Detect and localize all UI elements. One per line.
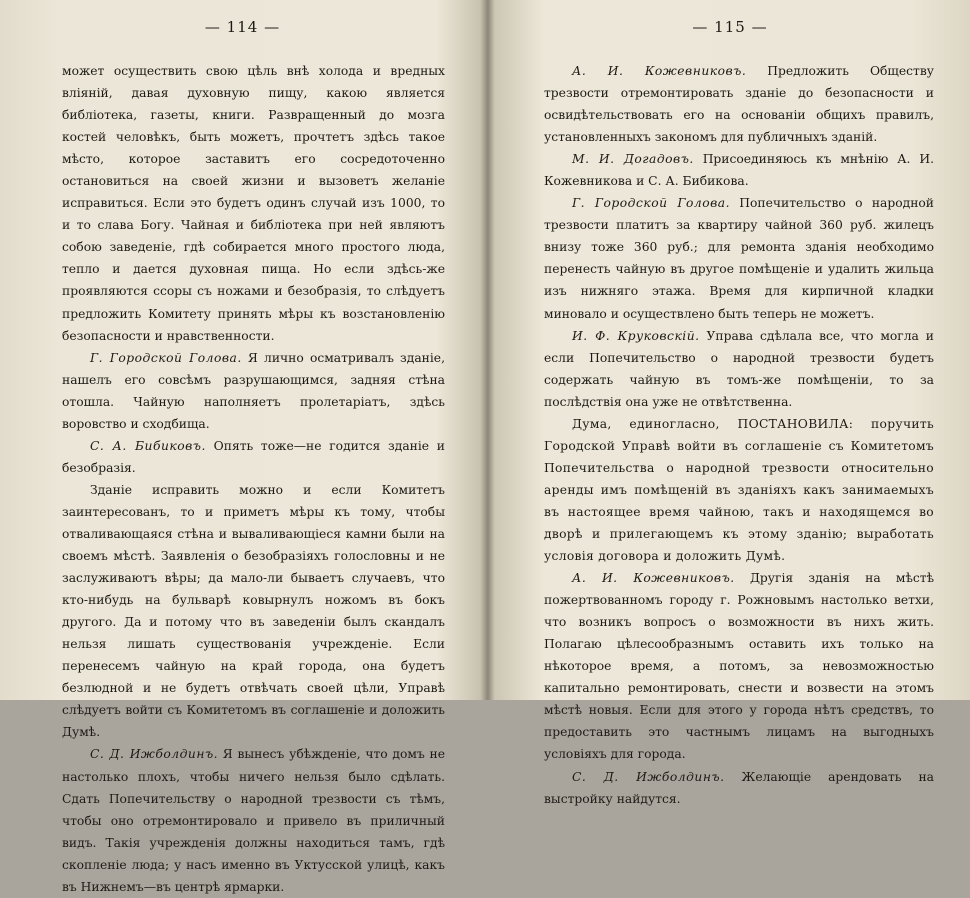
right-page-text: [544, 60, 934, 810]
speaker-name: С. Д. Ижболдинъ.: [572, 769, 725, 784]
speaker-name: М. И. Догадовъ.: [572, 152, 694, 167]
paragraph: А. И. Кожевниковъ. Предложить Обществу трезвости отремонтировать зданіе до безопасности и освидѣтельствовать его на основаніи общихъ правилъ, установленныхъ закономъ для публичныхъ зданій.: [544, 64, 934, 145]
paragraph: Г. Городской Голова. Я лично осматривалъ зданіе, нашелъ его совсѣмъ разрушающимся, задняя стѣна отошла. Чайную наполняетъ пролетаріатъ, здѣсь воровство и сходбища.: [62, 350, 445, 431]
speaker-name: С. Д. Ижболдинъ.: [90, 747, 219, 762]
speaker-name: Г. Городской Голова.: [90, 350, 242, 365]
speaker-name: А. И. Кожевниковъ.: [572, 64, 747, 78]
paragraph: Г. Городской Голова. Попечительство о народной трезвости платитъ за квартиру чайной 360 руб. жилецъ внизу тоже 360 руб.; для ремонта зданія необходимо перенесть чайную въ другое помѣщеніе и удалить жильца изъ нижняго этажа. Время для кирпичной кладки миновало и осуществлено быть теперь не можетъ.: [544, 196, 934, 321]
paragraph: может осуществить свою цѣль внѣ холода и вредных вліяній, давая духовную пищу, какою является библіотека, газеты, книги. Развращенный до мозга костей человѣкъ, быть можетъ, прочтетъ здѣсь такое мѣсто, которое заставитъ его сосредоточенно остановиться на своей жизни и вызоветъ желаніе исправиться. Если это будетъ одинъ случай изъ 1000, то и то слава Богу. Чайная и библіотека при ней являютъ собою заведеніе, гдѣ собирается много простого люда, тепло и дается духовная пища. Но если здѣсь-же проявляются ссоры съ ножами и безобразія, то слѣдуетъ предложить Комитету принять мѣры къ возстановленію безопасности и нравственности.: [62, 64, 445, 343]
page-number-left: — 114 —: [204, 18, 281, 36]
right-page: [490, 0, 970, 806]
speaker-name: Г. Городской Голова.: [572, 196, 730, 211]
speaker-name: И. Ф. Круковскій.: [572, 328, 700, 343]
paragraph: С. Д. Ижболдинъ. Я вынесъ убѣжденіе, что домъ не настолько плохъ, чтобы ничего нельзя было сдѣлать. Сдать Попечительству о народной трезвости съ тѣмъ, чтобы оно отремонтировало и привело въ приличный видъ. Такія учрежденія должны находиться тамъ, гдѣ скопленіе люда; у насъ именно въ Уктусской улицѣ, какъ въ Нижнемъ—въ центрѣ ярмарки.: [62, 747, 445, 894]
paragraph: А. И. Кожевниковъ. Другія зданія на мѣстѣ пожертвованномъ городу г. Рожновымъ настолько ветхи, что возникъ вопросъ о возможности въ нихъ жить. Полагаю цѣлесообразнымъ оставить ихъ только на нѣкоторое время, а потомъ, за невозможностью капитально ремонтировать, снести и возвести на этомъ мѣстѣ новыя. Если для этого у города нѣтъ средствъ, то предоставить это частнымъ лицамъ на выгодныхъ условіяхъ для города.: [544, 571, 934, 762]
left-page-text: [62, 60, 445, 898]
paragraph: С. Д. Ижболдинъ. Желающіе арендовать на выстройку найдутся.: [544, 769, 934, 806]
paragraph: Дума, единогласно, ПОСТАНОВИЛА: поручить Городской Управѣ войти въ соглашеніе съ Комитетомъ Попечительства о народной трезвости относительно аренды имъ помѣщеній въ зданіяхъ какъ занимаемыхъ въ настоящее время чайною, такъ и находящемся во дворѣ и прилегающемъ къ этому зданію; выработать условія договора и доложить Думѣ.: [544, 416, 934, 564]
page-number-right: — 115 —: [692, 18, 768, 36]
left-page: [0, 0, 485, 894]
paragraph: М. И. Догадовъ. Присоединяюсь къ мнѣнію А. И. Кожевникова и С. А. Бибикова.: [544, 152, 934, 189]
speaker-name: С. А. Бибиковъ.: [90, 438, 206, 453]
paragraph: С. А. Бибиковъ. Опять тоже—не годится зданіе и безобразія.: [62, 438, 445, 475]
speaker-name: А. И. Кожевниковъ.: [572, 571, 735, 586]
paragraph: Зданіе исправить можно и если Комитетъ заинтересованъ, то и приметъ мѣры къ тому, чтобы отваливающаяся стѣна и вываливающіеся камни были на своемъ мѣстѣ. Заявленія о безобразіяхъ голословны и не заслуживаютъ вѣры; да мало-ли бываетъ случаевъ, что кто-нибудь на бульварѣ ковырнулъ ножомъ въ бокъ другого. Да и потому что въ заведеніи былъ скандалъ нельзя лишать существованія учрежденіе. Если перенесемъ чайную на край города, она будетъ безлюдной и не будетъ отвѣчать своей цѣли, Управѣ слѣдуетъ войти съ Комитетомъ въ соглашеніе и доложить Думѣ.: [62, 482, 445, 740]
paragraph: И. Ф. Круковскій. Управа сдѣлала все, что могла и если Попечительство о народной трезвости будетъ содержать чайную въ томъ-же помѣщеніи, то за послѣдствія она уже не отвѣтственна.: [544, 328, 935, 409]
